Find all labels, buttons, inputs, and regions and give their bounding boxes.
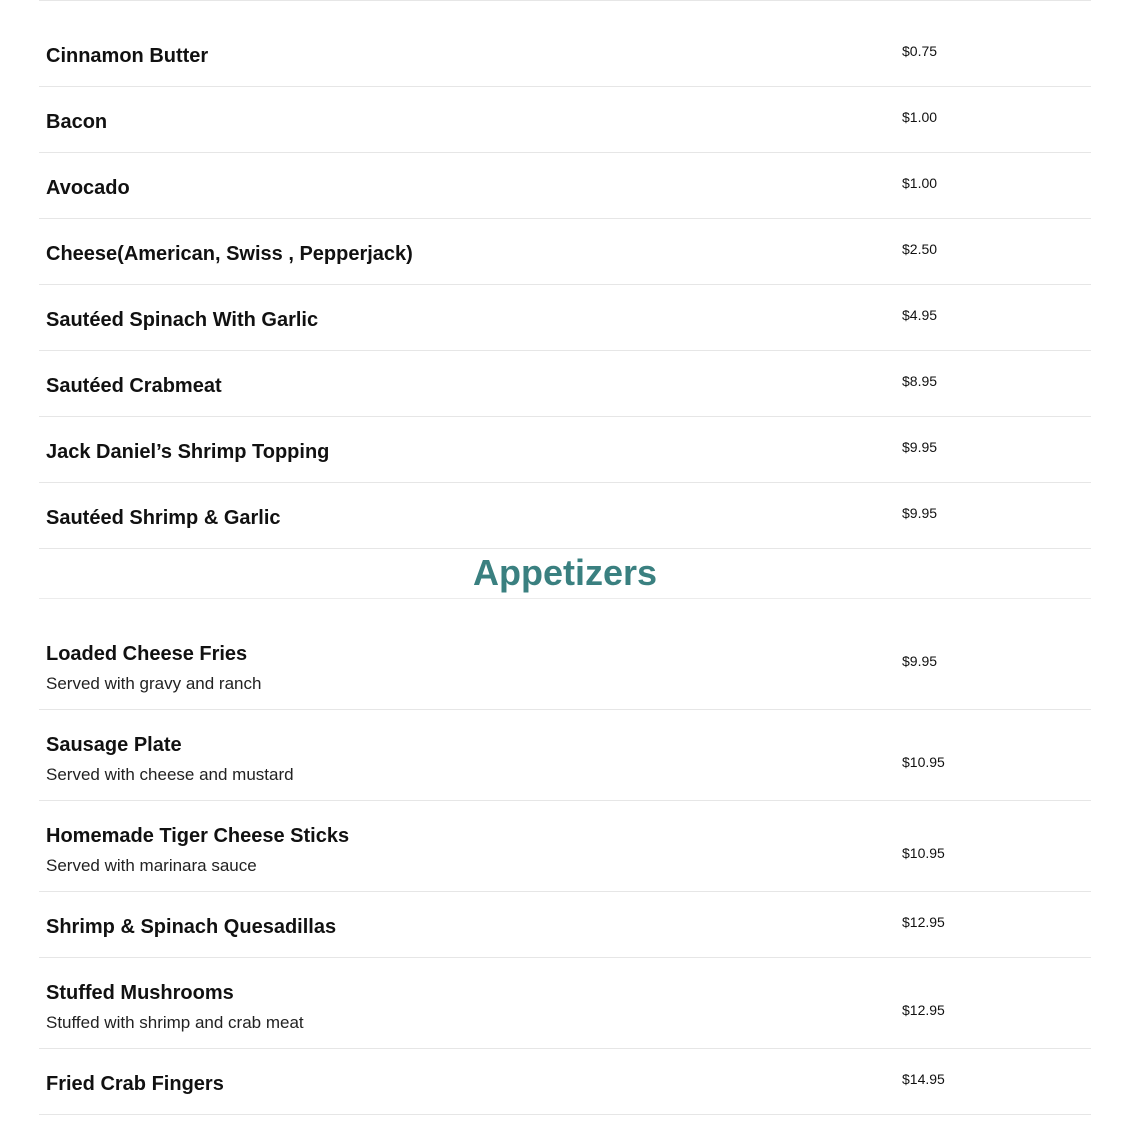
menu-item [39, 599, 1091, 710]
menu-item-name: Shrimp & Spinach Quesadillas [46, 916, 337, 938]
menu-item [39, 285, 1091, 351]
menu-item [39, 958, 1091, 1049]
menu-item-price: $1.00 [902, 175, 938, 191]
menu-item-price: $12.95 [902, 914, 945, 930]
menu-item-description: Served with gravy and ranch [46, 674, 262, 693]
menu-item-description: Stuffed with shrimp and crab meat [46, 1013, 304, 1032]
menu-item [39, 1, 1091, 87]
menu-item-price: $10.95 [902, 845, 945, 861]
menu-item-price: $1.00 [902, 109, 938, 125]
menu-item-name: Fried Crab Fingers [46, 1073, 224, 1095]
menu-item-name: Cinnamon Butter [46, 45, 209, 67]
menu-item-description: Served with marinara sauce [46, 856, 257, 875]
menu-item-name: Sautéed Crabmeat [46, 375, 222, 397]
menu-item-price: $2.50 [902, 241, 938, 257]
menu-item-price: $9.95 [902, 439, 938, 455]
menu-item [39, 1049, 1091, 1115]
menu-item [39, 710, 1091, 801]
menu-item-price: $9.95 [902, 653, 938, 669]
menu-item-name: Cheese(American, Swiss , Pepperjack) [46, 243, 413, 265]
menu-item [39, 219, 1091, 285]
menu-item-price: $0.75 [902, 43, 938, 59]
menu-item-name: Sautéed Shrimp & Garlic [46, 507, 281, 529]
menu-body [39, 1, 1091, 1115]
menu-item-price: $8.95 [902, 373, 938, 389]
menu-item [39, 892, 1091, 958]
menu-item [39, 801, 1091, 892]
section-heading [39, 549, 1091, 599]
menu-item-price: $14.95 [902, 1071, 945, 1087]
menu-item-description: Served with cheese and mustard [46, 765, 294, 784]
menu-item [39, 87, 1091, 153]
menu-item-name: Stuffed Mushrooms [46, 982, 234, 1004]
menu-item-price: $9.95 [902, 505, 938, 521]
menu-item-name: Loaded Cheese Fries [46, 643, 248, 665]
menu-item-price: $10.95 [902, 754, 945, 770]
menu-list [39, 0, 1091, 1115]
menu-item [39, 417, 1091, 483]
menu-item [39, 153, 1091, 219]
section-title: Appetizers [472, 552, 658, 593]
menu-item-name: Sausage Plate [46, 734, 182, 756]
menu-item-price: $12.95 [902, 1002, 945, 1018]
menu-item-name: Sautéed Spinach With Garlic [46, 309, 319, 331]
menu-item-name: Bacon [46, 111, 108, 133]
menu-item-name: Avocado [46, 177, 130, 199]
menu-item-name: Homemade Tiger Cheese Sticks [46, 825, 350, 847]
menu-item-name: Jack Daniel’s Shrimp Topping [46, 441, 330, 463]
menu-item [39, 483, 1091, 549]
menu-item-price: $4.95 [902, 307, 938, 323]
menu-item [39, 351, 1091, 417]
